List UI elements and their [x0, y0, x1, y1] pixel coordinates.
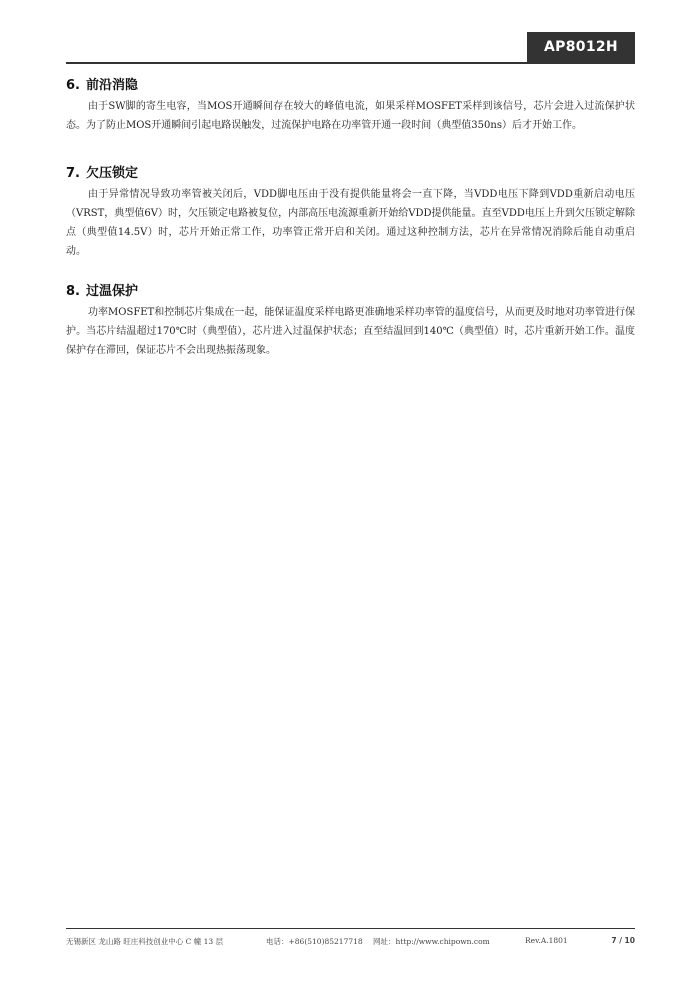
section-title: [66, 165, 635, 183]
section-body: 功率MOSFET和控制芯片集成在一起，能保证温度采样电路更准确地采样功率管的温度信号，从而更及时地对功率管进行保护。当芯片结温超过170℃时（典型值），芯片进入过温保护状态；直至结温回到140℃（典型值）时，芯片重新开始工作。温度保护存在滞回，保证芯片不会出现热振荡现象。: [66, 307, 635, 356]
part-number: AP8012H: [544, 39, 618, 55]
section-over-temperature-protection: [66, 283, 635, 360]
footer-phone: 电话：+86(510)85217718: [266, 937, 363, 946]
section-title: [66, 283, 635, 301]
section-title-text: 前沿消隐: [85, 78, 138, 93]
section-title-text: 欠压锁定: [85, 166, 138, 181]
footer-revision: Rev.A.1801: [525, 936, 568, 945]
section-title: [66, 77, 635, 95]
header-rule: [66, 62, 635, 64]
footer-address: 无锡新区 龙山路 旺庄科技创业中心 C 幢 13 层: [66, 937, 224, 946]
section-number: 7.: [66, 166, 80, 181]
footer: [66, 936, 635, 950]
section-title-text: 过温保护: [85, 284, 138, 299]
section-leading-edge-blanking: [66, 77, 635, 135]
section-body: 由于SW脚的寄生电容，当MOS开通瞬间存在较大的峰值电流，如果采样MOSFET采样到该信号，芯片会进入过流保护状态。为了防止MOS开通瞬间引起电路误触发，过流保护电路在功率管开通一段时间（典型值350ns）后才开始工作。: [66, 101, 635, 131]
section-undervoltage-lockout: [66, 165, 635, 261]
page-number: 7 / 10: [611, 936, 635, 945]
section-number: 8.: [66, 284, 80, 299]
footer-website: 网址：http://www.chipown.com: [373, 937, 490, 946]
footer-rule: [66, 928, 635, 929]
part-number-tab: [527, 32, 635, 62]
section-body: 由于异常情况导致功率管被关闭后，VDD脚电压由于没有提供能量将会一直下降，当VDD电压下降到VDD重新启动电压（VRST，典型值6V）时，欠压锁定电路被复位，内部高压电流源重新开始给VDD提供能量。直至VDD电压上升到欠压锁定解除点（典型值14.5V）时，芯片开始正常工作，功率管正常开启和关闭。通过这种控制方法，芯片在异常情况消除后能自动重启动。: [66, 189, 635, 257]
section-number: 6.: [66, 78, 80, 93]
